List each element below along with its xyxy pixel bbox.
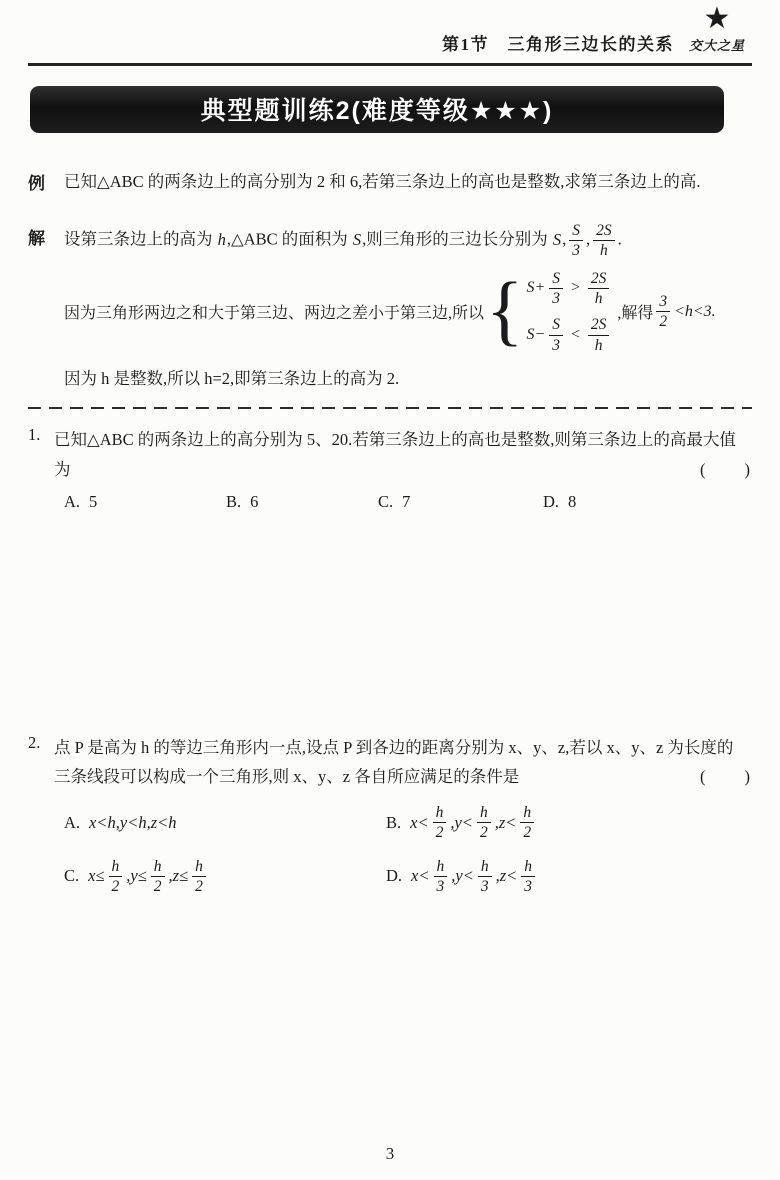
option-label: A. xyxy=(64,492,81,512)
inequality-operator: < xyxy=(570,326,581,344)
math-run: S− xyxy=(526,326,546,344)
publisher-logo xyxy=(678,4,756,54)
option-b xyxy=(226,492,378,512)
math-run: x< xyxy=(411,866,430,886)
math-var-h: h xyxy=(217,229,226,249)
option-label: C. xyxy=(64,866,80,886)
option-a xyxy=(64,813,386,833)
option-a xyxy=(64,492,226,512)
fraction-S-over-3 xyxy=(569,222,583,260)
option-label: B. xyxy=(226,492,242,512)
fraction xyxy=(588,316,610,354)
fraction-denominator: 2 xyxy=(195,877,203,895)
question-2 xyxy=(28,733,752,895)
question-2-number: 2. xyxy=(28,733,41,753)
math-run: ,z≤ xyxy=(168,866,189,886)
option-value: 6 xyxy=(250,492,259,512)
fraction-denominator: 3 xyxy=(552,289,561,307)
solution-step-2 xyxy=(64,265,752,354)
question-1-text xyxy=(54,425,752,484)
answer-bracket: ( ) xyxy=(700,459,752,479)
example-body xyxy=(64,167,752,196)
option-label: C. xyxy=(378,492,394,512)
question-2-stem: 点 P 是高为 h 的等边三角形内一点,设点 P 到各边的距离分别为 x、y、z,若以 x、y、z 为长度的三条线段可以构成一个三角形,则 x、y、z 各自所应满足的条件是 xyxy=(54,738,734,787)
publisher-logo-text: 交大之星 xyxy=(688,38,745,53)
system-rows xyxy=(525,270,612,354)
star-icon: ★ xyxy=(703,2,731,35)
question-1-stem: 已知△ABC 的两条边上的高分别为 5、20.若第三条边上的高也是整数,则第三条边上的高最大值为 xyxy=(54,430,736,479)
option-value: 8 xyxy=(568,492,577,512)
question-2-options xyxy=(54,804,752,895)
math-run: ,y< xyxy=(450,812,473,832)
math-run: ,z< xyxy=(495,866,518,886)
question-1-number: 1. xyxy=(28,425,41,445)
option-value: 5 xyxy=(89,492,98,512)
comma: , xyxy=(562,229,567,249)
fraction-numerator: 2S xyxy=(588,270,610,289)
system-row-2 xyxy=(525,316,612,354)
fraction xyxy=(477,804,491,842)
fraction-numerator: S xyxy=(549,270,563,289)
option-label: D. xyxy=(386,866,403,886)
option-d xyxy=(386,858,752,896)
system-row-1 xyxy=(525,270,612,308)
fraction xyxy=(549,316,563,354)
math-side-1: S xyxy=(552,229,562,249)
fraction-denominator: h xyxy=(594,336,603,354)
fraction-numerator: h xyxy=(109,858,123,877)
question-1-body xyxy=(54,425,752,512)
option-b xyxy=(386,804,752,842)
fraction-denominator: 2 xyxy=(153,877,162,895)
math-run: ,z< xyxy=(494,812,517,832)
solution-step-1 xyxy=(64,222,752,260)
question-2-text xyxy=(54,733,752,792)
fraction-2S-over-h xyxy=(593,222,615,260)
question-1 xyxy=(28,425,752,512)
fraction-numerator: h xyxy=(478,858,492,877)
text-run: ,△ABC 的面积为 xyxy=(226,229,352,249)
fraction xyxy=(549,270,563,308)
math-run: S+ xyxy=(526,279,546,297)
math-run: <h<3. xyxy=(674,302,716,320)
fraction-numerator: 3 xyxy=(656,293,670,312)
section-title: 第1节 三角形三边长的关系 xyxy=(442,35,674,54)
fraction-numerator: S xyxy=(569,222,583,241)
text-run: 设第三条边上的高为 xyxy=(64,229,217,249)
fraction-3-over-2 xyxy=(656,293,670,331)
option-value: 7 xyxy=(402,492,411,512)
math-run: x≤ xyxy=(88,866,105,886)
math-run: x< xyxy=(410,812,429,832)
example-label: 例 xyxy=(28,173,45,193)
solution-label: 解 xyxy=(28,228,45,248)
header-divider xyxy=(28,63,752,66)
fraction xyxy=(151,858,165,896)
example-section xyxy=(28,167,752,196)
fraction-denominator: 3 xyxy=(436,877,445,895)
fraction-numerator: h xyxy=(520,804,534,823)
fraction-denominator: h xyxy=(600,242,608,260)
fraction-numerator: h xyxy=(521,858,535,877)
comma: , xyxy=(586,229,591,249)
text-run: 因为三角形两边之和大于第三边、两边之差小于第三边,所以 xyxy=(64,305,485,323)
fraction-numerator: 2S xyxy=(593,222,615,241)
fraction-denominator: 2 xyxy=(523,824,532,842)
fraction-numerator: S xyxy=(549,316,563,335)
page-number: 3 xyxy=(385,1144,395,1163)
fraction xyxy=(520,804,534,842)
math-run: ,y< xyxy=(451,866,474,886)
fraction-denominator: 2 xyxy=(479,824,488,842)
fraction xyxy=(478,858,492,896)
option-c xyxy=(378,492,543,512)
fraction-numerator: h xyxy=(434,858,448,877)
period: . xyxy=(617,229,622,249)
left-brace-icon: { xyxy=(486,265,524,353)
fraction xyxy=(521,858,535,896)
fraction-numerator: 2S xyxy=(588,316,610,335)
text-run: ,解得 xyxy=(617,305,654,323)
text-run: ,则三角形的三边长分别为 xyxy=(362,229,552,249)
answer-bracket: ( ) xyxy=(700,767,752,787)
dashed-divider xyxy=(28,407,752,409)
fraction-denominator: 2 xyxy=(659,313,668,331)
fraction xyxy=(588,270,610,308)
fraction-denominator: 3 xyxy=(524,877,533,895)
solution-step-3: 因为 h 是整数,所以 h=2,即第三条边上的高为 2. xyxy=(64,369,400,389)
option-d xyxy=(543,492,752,512)
fraction xyxy=(192,858,206,896)
blank-work-area xyxy=(28,512,752,717)
inequality-system xyxy=(486,265,612,354)
question-2-body xyxy=(54,733,752,895)
fraction-numerator: h xyxy=(477,804,491,823)
fraction-denominator: h xyxy=(594,289,603,307)
fraction-denominator: 2 xyxy=(111,877,120,895)
fraction-denominator: 3 xyxy=(552,336,561,354)
math-var-S: S xyxy=(352,229,362,249)
fraction xyxy=(109,858,123,896)
option-c xyxy=(64,858,386,896)
fraction-numerator: h xyxy=(192,858,206,877)
fraction-numerator: h xyxy=(151,858,165,877)
lesson-banner-title: 典型题训练2(难度等级★★★) xyxy=(200,97,554,125)
fraction xyxy=(433,804,447,842)
inequality-operator: > xyxy=(570,279,581,297)
fraction-denominator: 2 xyxy=(435,824,444,842)
option-label: A. xyxy=(64,812,81,832)
example-text: 已知△ABC 的两条边上的高分别为 2 和 6,若第三条边上的高也是整数,求第三条边上的高. xyxy=(64,171,701,191)
option-label: D. xyxy=(543,492,560,512)
fraction-denominator: 3 xyxy=(572,242,580,260)
fraction-numerator: h xyxy=(433,804,447,823)
solution-body xyxy=(64,222,752,394)
question-1-options xyxy=(54,492,752,512)
lesson-banner xyxy=(30,86,724,133)
page-header xyxy=(28,0,752,61)
math-run: ,y≤ xyxy=(126,866,147,886)
option-label: B. xyxy=(386,812,402,832)
fraction xyxy=(434,858,448,896)
solution-section xyxy=(28,222,752,394)
math-run: x<h,y<h,z<h xyxy=(89,812,177,832)
fraction-denominator: 3 xyxy=(480,877,489,895)
